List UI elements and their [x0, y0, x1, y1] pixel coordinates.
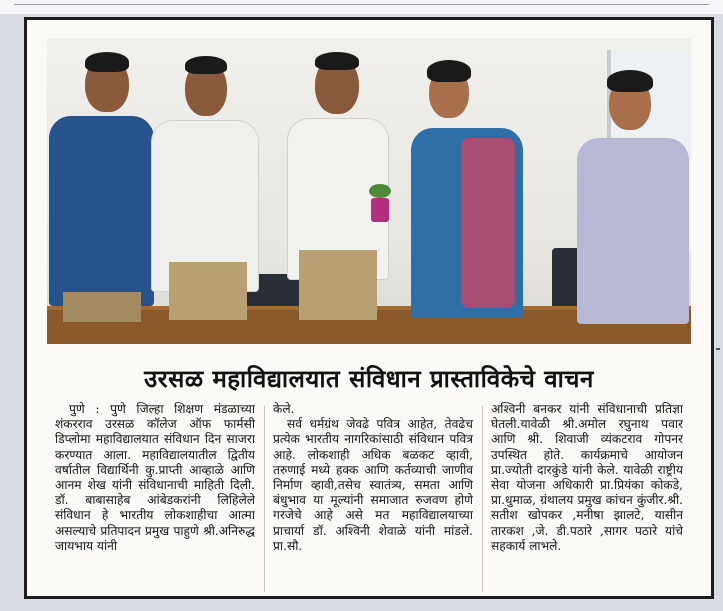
- article-body: [55, 402, 683, 597]
- top-divider: [14, 4, 709, 5]
- article-column-3: [491, 402, 683, 597]
- column-divider: [264, 406, 265, 592]
- paragraph: अश्विनी बनकर यांनी संविधानाची प्रतिज्ञा घेतली.यावेळी श्री.अमोल रघुनाथ पवार आणि श्री. शिवाजी व्यंकटराव गोपनर उपस्थित होते. कार्यक्रमाचे आयोजन प्रा.ज्योती दारकुंडे यांनी केले. यावेळी राष्ट्रीय सेवा योजना अधिकारी प्रा.प्रियंका कोकडे, प्रा.धुमाळ, ग्रंथालय प्रमुख कांचन कुंजीर.श्री. सतीश खोपकर ,मनीषा झालटे, यासीन तारकश ,जे. डी.पठारे ,सागर पठारे यांचे सहकार्य लाभले.: [491, 402, 683, 553]
- newspaper-clipping: [24, 17, 714, 599]
- paragraph: केले.: [273, 402, 295, 416]
- article-column-1: [55, 402, 255, 597]
- paragraph: पुणे : पुणे जिल्हा शिक्षण मंडळाच्या शंकरराव उरसळ कॉलेज ऑफ फार्मसी डिप्लोमा महाविद्यालयात संविधान दिन साजरा करण्यात आला. महाविद्यालयातील द्वितीय वर्षातील विद्यार्थिनी कु.प्राप्ती आव्हाळे आणि आनम शेख यांनी संविधानाची माहिती दिली. डॉ. बाबासाहेब आंबेडकरांनी लिहिलेले संविधान हे भारतीय लोकशाहीचा आत्मा असल्याचे प्रतिपादन प्रमुख पाहुणे श्री.अनिरुद्ध जायभाय यांनी: [55, 402, 255, 553]
- edge-mark: [716, 348, 720, 350]
- article-column-2: [273, 402, 473, 597]
- event-photo: [47, 38, 691, 344]
- paragraph: सर्व धर्मग्रंथ जेवढे पवित्र आहेत, तेवढेच प्रत्येक भारतीय नागरिकांसाठी संविधान पवित्र आहे. लोकशाही अधिक बळकट व्हावी, तरुणाई मध्ये हक्क आणि कर्तव्याची जाणीव निर्माण व्हावी,तसेच स्वातंत्र्य, समता आणि बंधुभाव या मूल्यांनी समाजात रुजवण होणे गरजेचे आहे असे मत महाविद्यालयाच्या प्राचार्या डॉ. अश्विनी शेवाळे यांनी मांडले. प्रा.सौ.: [273, 417, 473, 553]
- article-headline: उरसळ महाविद्यालयात संविधान प्रास्ताविकेचे वाचन: [144, 364, 594, 393]
- column-divider: [482, 406, 483, 592]
- bouquet: [365, 184, 395, 224]
- page-top-strip: [0, 0, 723, 14]
